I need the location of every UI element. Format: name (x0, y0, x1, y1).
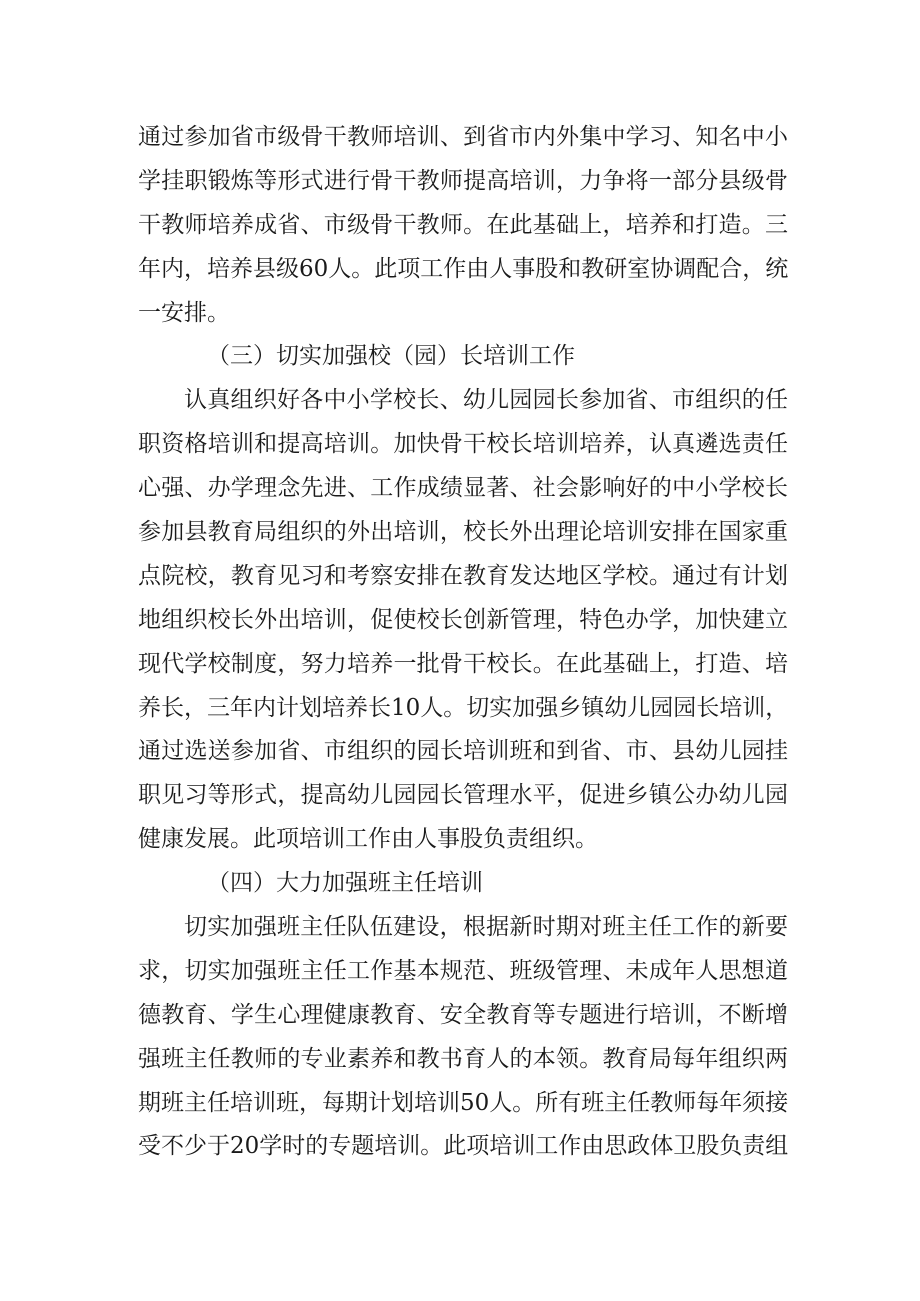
section-heading-4 (138, 862, 788, 906)
text-line: 通过参加省市级骨干教师培训、到省市内外集中学习、知名中小 (138, 124, 788, 150)
text-line: 养长，三年内计划培养长10人。切实加强乡镇幼儿园园长培训， (138, 694, 789, 721)
text-line: 职资格培训和提高培训。加快骨干校长培训培养，认真遴选责任 (138, 431, 788, 458)
text-line: 求，切实加强班主任工作基本规范、班级管理、未成年人思想道 (138, 957, 788, 984)
document-body (138, 116, 788, 1169)
text-line: 干教师培养成省、市级骨干教师。在此基础上，培养和打造。三 (138, 211, 788, 238)
text-line: 期班主任培训班，每期计划培训50人。所有班主任教师每年须接 (138, 1089, 789, 1116)
text-line: 参加县教育局组织的外出培训，校长外出理论培训安排在国家重 (138, 519, 788, 546)
text-line: 德教育、学生心理健康教育、安全教育等专题进行培训，不断增 (138, 1001, 788, 1028)
heading-text: （四）大力加强班主任培训 (207, 870, 483, 897)
text-line: 点院校，教育见习和考察安排在教育发达地区学校。通过有计划 (138, 562, 788, 589)
text-line: 受不少于20学时的专题培训。此项培训工作由思政体卫股负责组 (138, 1133, 789, 1160)
text-line: 心强、办学理念先进、工作成绩显著、社会影响好的中小学校长 (138, 475, 788, 502)
text-line: 学挂职锻炼等形式进行骨干教师提高培训，力争将一部分县级骨 (138, 167, 788, 194)
paragraph-head-teacher-training (138, 906, 788, 1169)
text-line: 一安排。 (138, 299, 230, 326)
text-line: 年内，培养县级60人。此项工作由人事股和教研室协调配合，统 (138, 255, 789, 282)
text-line: 切实加强班主任队伍建设，根据新时期对班主任工作的新要 (184, 914, 788, 941)
paragraph-principal-training (138, 379, 788, 862)
text-line: 通过选送参加省、市组织的园长培训班和到省、市、县幼儿园挂 (138, 738, 788, 765)
text-line: 现代学校制度，努力培养一批骨干校长。在此基础上，打造、培 (138, 650, 788, 677)
section-heading-3 (138, 335, 788, 379)
heading-text: （三）切实加强校（园）长培训工作 (207, 343, 575, 370)
text-line: 强班主任教师的专业素养和教书育人的本领。教育局每年组织两 (138, 1045, 788, 1072)
text-line: 职见习等形式，提高幼儿园园长管理水平，促进乡镇公办幼儿园 (138, 782, 788, 809)
text-line: 地组织校长外出培训，促使校长创新管理，特色办学，加快建立 (138, 606, 788, 633)
paragraph-continuation (138, 116, 788, 335)
text-line: 健康发展。此项培训工作由人事股负责组织。 (138, 826, 598, 853)
text-line: 认真组织好各中小学校长、幼儿园园长参加省、市组织的任 (184, 387, 788, 414)
